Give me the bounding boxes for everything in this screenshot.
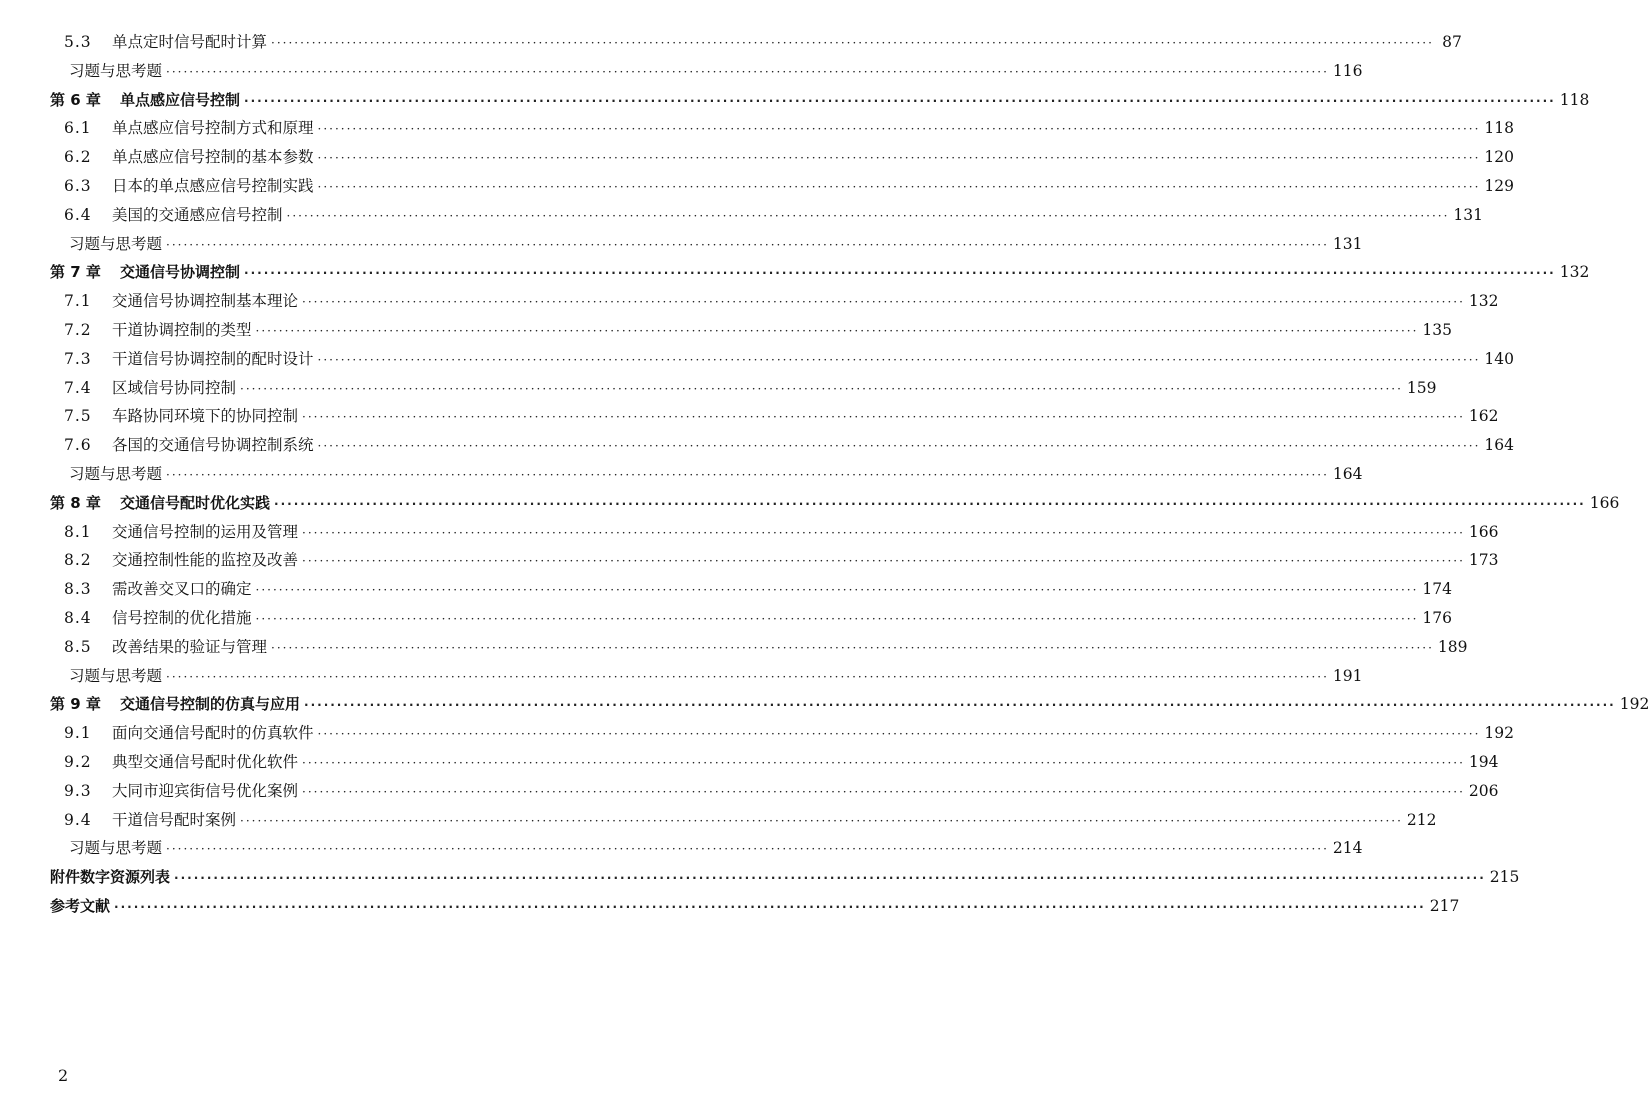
toc-entry-top bbox=[0, 863, 1520, 892]
toc-entry-text: 单点感应信号控制方式和原理 bbox=[112, 119, 314, 138]
toc-entry-number: 7.3 bbox=[64, 349, 92, 368]
toc-entry-title bbox=[50, 892, 110, 921]
toc-entry-title bbox=[64, 806, 236, 835]
toc-entry-section bbox=[0, 777, 1499, 806]
toc-entry-number: 6.2 bbox=[64, 148, 92, 167]
toc-entry-number: 9.1 bbox=[64, 724, 92, 743]
toc-entry-title bbox=[50, 86, 240, 115]
toc-entry-text: 交通信号控制的仿真与应用 bbox=[120, 695, 301, 714]
toc-entry-section bbox=[0, 518, 1499, 547]
toc-entry-title bbox=[50, 863, 170, 892]
toc-entry-section bbox=[0, 604, 1452, 633]
toc-entry-title bbox=[64, 316, 252, 345]
toc-entry-page: 162 bbox=[1468, 407, 1499, 426]
toc-entry-section bbox=[0, 143, 1514, 172]
leader-dots: ········································································································································································································ bbox=[244, 93, 1556, 108]
leader-dots: ········································································································································································································ bbox=[302, 295, 1465, 310]
toc-entry-title bbox=[64, 575, 252, 604]
toc-entry-page: 132 bbox=[1468, 292, 1499, 311]
toc-entry-page: 129 bbox=[1484, 176, 1514, 195]
toc-entry-page: 215 bbox=[1489, 868, 1520, 887]
toc-entry-text: 大同市迎宾街信号优化案例 bbox=[112, 781, 299, 800]
toc-entry-chapter bbox=[0, 258, 1590, 287]
toc-entry-title bbox=[64, 114, 314, 143]
toc-entry-title bbox=[64, 633, 267, 662]
toc-entry-number: 第 6 章 bbox=[50, 90, 101, 109]
toc-entry-title bbox=[69, 230, 162, 259]
toc-entry-text: 干道信号配时案例 bbox=[112, 810, 237, 829]
toc-entry-page: 166 bbox=[1468, 522, 1499, 541]
toc-entry-number: 附件 bbox=[50, 868, 81, 887]
toc-entry-title bbox=[64, 604, 252, 633]
toc-entry-page: 164 bbox=[1332, 464, 1363, 483]
toc-entry-title bbox=[64, 748, 298, 777]
toc-entry-text: 习题与思考题 bbox=[69, 61, 163, 80]
toc-entry-number: 6.3 bbox=[64, 176, 92, 195]
leader-dots: ········································································································································································································ bbox=[302, 755, 1465, 770]
leader-dots: ········································································································································································································ bbox=[317, 352, 1481, 367]
toc-entry-number: 第 8 章 bbox=[50, 493, 101, 512]
toc-entry-text: 交通信号协调控制 bbox=[120, 263, 241, 282]
toc-entry-chapter bbox=[0, 489, 1620, 518]
toc-entry-title bbox=[50, 258, 240, 287]
toc-entry-page: 131 bbox=[1332, 234, 1363, 253]
leader-dots: ········································································································································································································ bbox=[255, 583, 1419, 598]
leader-dots: ········································································································································································································ bbox=[274, 496, 1586, 511]
leader-dots: ········································································································································································································ bbox=[304, 698, 1616, 713]
toc-entry-exercise bbox=[0, 662, 1363, 691]
toc-entry-text: 交通信号协调控制基本理论 bbox=[112, 292, 299, 311]
toc-entry-section bbox=[0, 287, 1499, 316]
toc-entry-text: 信号控制的优化措施 bbox=[112, 608, 252, 627]
toc-entry-page: 212 bbox=[1406, 810, 1437, 829]
toc-entry-title bbox=[69, 662, 162, 691]
toc-entry-page: 164 bbox=[1484, 436, 1514, 455]
toc-entry-page: 214 bbox=[1332, 839, 1363, 858]
page-number: 2 bbox=[58, 1066, 69, 1085]
leader-dots: ········································································································································································································ bbox=[302, 525, 1465, 540]
toc-entry-number: 9.3 bbox=[64, 781, 92, 800]
toc-entry-text: 车路协同环境下的协同控制 bbox=[112, 407, 299, 426]
toc-entry-number: 8.1 bbox=[64, 522, 92, 541]
toc-entry-title bbox=[64, 28, 267, 57]
toc-entry-section bbox=[0, 345, 1514, 374]
leader-dots: ········································································································································································································ bbox=[317, 151, 1481, 166]
toc-entry-number: 第 9 章 bbox=[50, 695, 101, 714]
toc-entry-page: 131 bbox=[1453, 205, 1483, 224]
toc-entry-text: 美国的交通感应信号控制 bbox=[112, 205, 283, 224]
toc-entry-page: 176 bbox=[1422, 608, 1452, 627]
toc-entry-title bbox=[64, 431, 314, 460]
toc-entry-text: 各国的交通信号协调控制系统 bbox=[112, 436, 314, 455]
toc-entry-exercise bbox=[0, 460, 1363, 489]
toc-entry-text: 习题与思考题 bbox=[69, 464, 163, 483]
toc-entry-number: 7.6 bbox=[64, 436, 92, 455]
toc-entry-number: 6.1 bbox=[64, 119, 92, 138]
toc-entry-title bbox=[69, 460, 162, 489]
toc-entry-page: 206 bbox=[1468, 781, 1499, 800]
toc-entry-text: 改善结果的验证与管理 bbox=[112, 637, 268, 656]
toc-entry-text: 交通控制性能的监控及改善 bbox=[112, 551, 299, 570]
toc-entry-page: 118 bbox=[1484, 119, 1514, 138]
toc-entry-text: 单点定时信号配时计算 bbox=[112, 33, 268, 51]
toc-entry-title bbox=[64, 143, 314, 172]
leader-dots: ········································································································································································································ bbox=[240, 381, 1403, 396]
toc-entry-number: 9.4 bbox=[64, 810, 92, 829]
leader-dots: ········································································································································································································ bbox=[255, 323, 1419, 338]
toc-entry-top bbox=[0, 892, 1460, 921]
toc-entry-number: 7.1 bbox=[64, 292, 92, 311]
leader-dots: ········································································································································································································ bbox=[302, 410, 1465, 425]
toc-entry-number: 7.4 bbox=[64, 378, 92, 397]
leader-dots: ········································································································································································································ bbox=[166, 842, 1329, 857]
leader-dots: ········································································································································································································ bbox=[244, 266, 1556, 281]
toc-entry-text: 交通信号控制的运用及管理 bbox=[112, 522, 299, 541]
toc-entry-section bbox=[0, 575, 1452, 604]
toc-entry-number: 8.4 bbox=[64, 608, 92, 627]
toc-entry-section bbox=[0, 748, 1499, 777]
leader-dots: ········································································································································································································ bbox=[166, 467, 1329, 482]
toc-entry-title bbox=[64, 719, 314, 748]
toc-entry-exercise bbox=[0, 57, 1363, 86]
leader-dots: ········································································································································································································ bbox=[302, 554, 1465, 569]
leader-dots: ········································································································································································································ bbox=[302, 784, 1465, 799]
toc-entry-text: 干道信号协调控制的配时设计 bbox=[112, 349, 314, 368]
toc-entry-title bbox=[64, 287, 298, 316]
leader-dots: ········································································································································································································ bbox=[174, 871, 1486, 886]
toc-entry-title bbox=[64, 402, 298, 431]
toc-entry-number: 7.2 bbox=[64, 320, 92, 339]
toc-entry-page: 118 bbox=[1559, 90, 1590, 109]
toc-entry-section bbox=[0, 201, 1483, 230]
toc-entry-number: 8.2 bbox=[64, 551, 92, 570]
toc-entry-page: 191 bbox=[1332, 666, 1363, 685]
toc-entry-chapter bbox=[0, 690, 1649, 719]
toc-entry-title bbox=[50, 489, 270, 518]
toc-entry-text: 习题与思考题 bbox=[69, 839, 163, 858]
toc-entry-number: 8.3 bbox=[64, 580, 92, 599]
toc-entry-page: 174 bbox=[1422, 580, 1452, 599]
toc-entry-title bbox=[64, 172, 314, 201]
leader-dots: ········································································································································································································ bbox=[317, 439, 1481, 454]
toc-entry-section bbox=[0, 806, 1437, 835]
toc-entry-title bbox=[64, 777, 298, 806]
toc-entry-text: 习题与思考题 bbox=[69, 234, 163, 253]
toc-entry-chapter bbox=[0, 86, 1590, 115]
toc-entry-section bbox=[0, 402, 1499, 431]
toc-entry-text: 需改善交叉口的确定 bbox=[112, 580, 252, 599]
toc-entry-number: 6.4 bbox=[64, 205, 92, 224]
leader-dots: ········································································································································································································ bbox=[286, 208, 1450, 223]
toc-entry-title bbox=[69, 834, 162, 863]
toc-entry-page: 192 bbox=[1484, 724, 1514, 743]
toc-entry-text: 日本的单点感应信号控制实践 bbox=[112, 176, 314, 195]
toc-entry-title bbox=[69, 57, 162, 86]
toc-entry-section bbox=[0, 546, 1499, 575]
toc-entry-text: 典型交通信号配时优化软件 bbox=[112, 752, 299, 771]
toc-entry-exercise bbox=[0, 230, 1363, 259]
toc-entry-number: 第 7 章 bbox=[50, 263, 101, 282]
toc-entry-page: 87 bbox=[1442, 33, 1462, 51]
toc-entry-section bbox=[0, 633, 1468, 662]
leader-dots: ········································································································································································································ bbox=[255, 611, 1419, 626]
leader-dots: ········································································································································································································ bbox=[271, 36, 1434, 50]
leader-dots: ········································································································································································································ bbox=[166, 64, 1329, 79]
leader-dots: ········································································································································································································ bbox=[114, 899, 1426, 914]
toc-entry-text: 区域信号协同控制 bbox=[112, 378, 237, 397]
toc-entry-text: 单点感应信号控制 bbox=[120, 90, 241, 109]
leader-dots: ········································································································································································································ bbox=[240, 813, 1403, 828]
leader-dots: ········································································································································································································ bbox=[317, 179, 1481, 194]
toc-entry-page: 217 bbox=[1429, 896, 1460, 915]
toc-entry-number: 7.5 bbox=[64, 407, 92, 426]
toc-entry-text: 单点感应信号控制的基本参数 bbox=[112, 148, 314, 167]
toc-entry-number: 9.2 bbox=[64, 752, 92, 771]
toc-entry-text: 习题与思考题 bbox=[69, 666, 163, 685]
toc-entry-exercise bbox=[0, 834, 1363, 863]
toc-entry-title bbox=[64, 201, 283, 230]
toc-entry-page: 116 bbox=[1332, 61, 1363, 80]
toc-entry-page: 132 bbox=[1559, 263, 1590, 282]
toc-entry-section bbox=[0, 431, 1514, 460]
toc-entry-text: 面向交通信号配时的仿真软件 bbox=[112, 724, 314, 743]
toc-entry-text: 干道协调控制的类型 bbox=[112, 320, 252, 339]
toc-entry-title bbox=[64, 345, 314, 374]
leader-dots: ········································································································································································································ bbox=[166, 237, 1329, 252]
toc-entry-section bbox=[0, 719, 1514, 748]
leader-dots: ········································································································································································································ bbox=[317, 727, 1481, 742]
toc-entry-title bbox=[64, 546, 298, 575]
toc-entry-title bbox=[64, 374, 236, 403]
toc-entry-page: 192 bbox=[1619, 695, 1649, 714]
toc-entry-page: 140 bbox=[1484, 349, 1514, 368]
toc-entry-title bbox=[64, 518, 298, 547]
toc-entry-text: 参考文献 bbox=[50, 896, 111, 915]
toc-entry-section bbox=[0, 316, 1452, 345]
toc-entry-section bbox=[0, 172, 1514, 201]
toc-entry-page: 166 bbox=[1589, 493, 1620, 512]
toc-entry-page: 194 bbox=[1468, 752, 1499, 771]
toc-entry-number: 8.5 bbox=[64, 637, 92, 656]
toc-entry-page: 120 bbox=[1484, 148, 1514, 167]
toc-entry-text: 交通信号配时优化实践 bbox=[120, 493, 271, 512]
toc-entry-section bbox=[0, 374, 1437, 403]
toc-entry-number: 5.3 bbox=[64, 33, 92, 51]
leader-dots: ········································································································································································································ bbox=[166, 669, 1329, 684]
leader-dots: ········································································································································································································ bbox=[317, 122, 1481, 137]
toc-entry-page: 159 bbox=[1406, 378, 1437, 397]
toc-entry-page: 189 bbox=[1437, 637, 1468, 656]
toc-entry-page: 135 bbox=[1422, 320, 1452, 339]
toc-entry-text: 数字资源列表 bbox=[80, 868, 171, 887]
toc-entry-section bbox=[0, 28, 1462, 57]
leader-dots: ········································································································································································································ bbox=[271, 640, 1434, 655]
toc-entry-title bbox=[50, 690, 300, 719]
toc-entry-page: 173 bbox=[1468, 551, 1499, 570]
table-of-contents bbox=[0, 28, 1649, 921]
toc-entry-section bbox=[0, 114, 1514, 143]
